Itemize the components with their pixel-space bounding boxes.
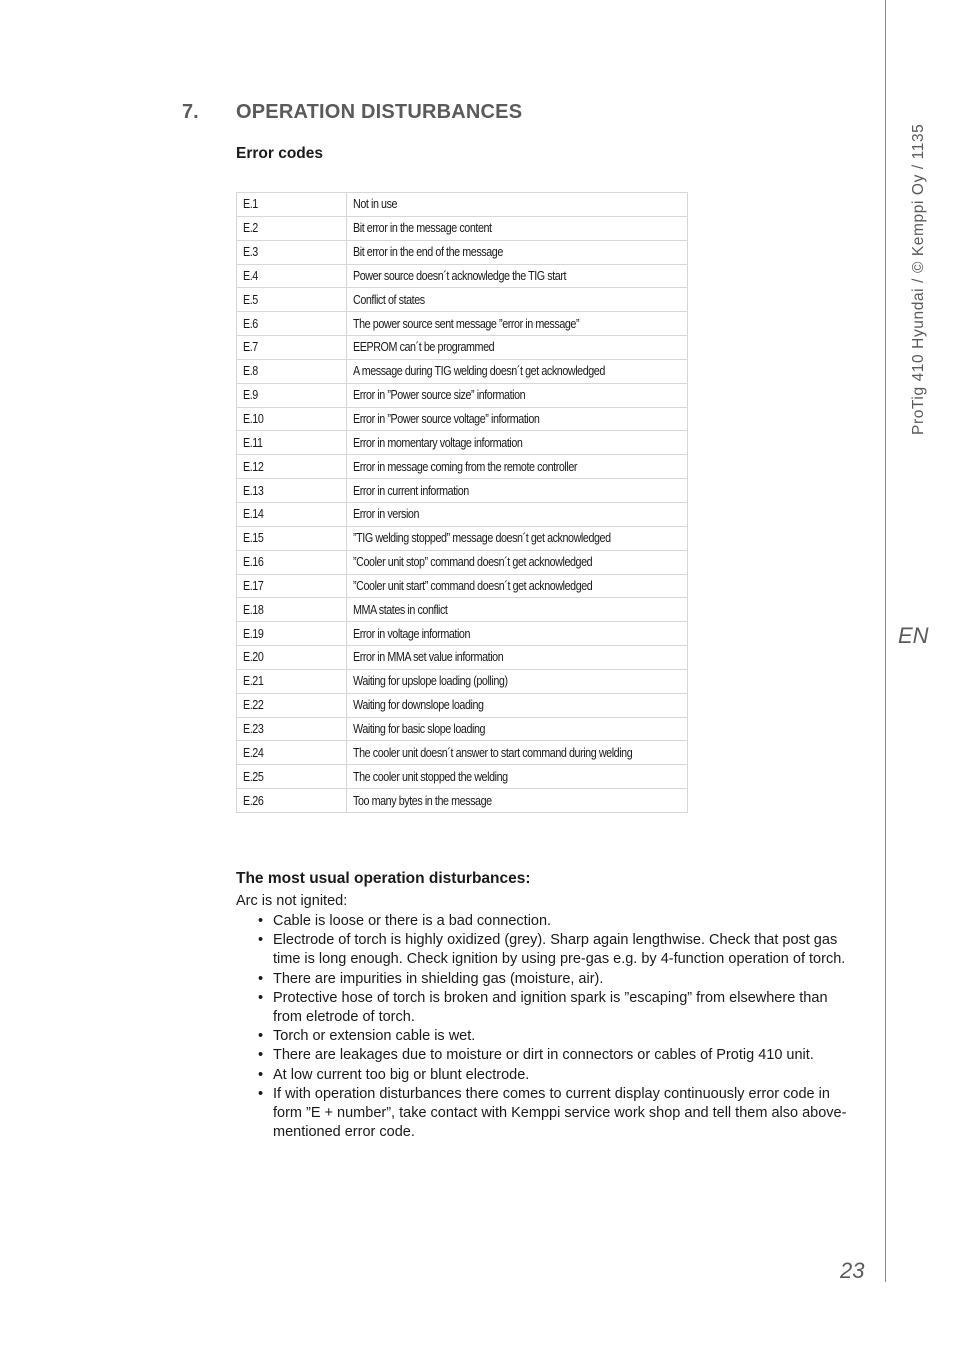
error-description: Power source doesn´t acknowledge the TIG start — [353, 268, 567, 283]
error-code-cell — [237, 669, 347, 693]
error-code: E.11 — [243, 435, 263, 450]
usual-disturbances-heading: The most usual operation disturbances: — [236, 870, 531, 887]
error-code: E.8 — [243, 364, 258, 379]
error-description: ”Cooler unit start” command doesn´t get acknowledged — [353, 578, 593, 593]
table-row — [237, 789, 688, 813]
error-code-cell — [237, 455, 347, 479]
error-description-cell — [347, 669, 688, 693]
error-description: Waiting for downslope loading — [353, 698, 484, 713]
table-row — [237, 502, 688, 526]
error-code-cell — [237, 264, 347, 288]
error-description: Error in ”Power source size” information — [353, 388, 526, 403]
error-code-cell — [237, 765, 347, 789]
list-item — [236, 1085, 860, 1143]
list-item-text: At low current too big or blunt electrode. — [273, 1066, 530, 1083]
error-description: Bit error in the end of the message — [353, 245, 503, 260]
error-description-cell — [347, 407, 688, 431]
table-row — [237, 598, 688, 622]
error-description-cell — [347, 359, 688, 383]
error-code: E.18 — [243, 602, 264, 617]
error-code-cell — [237, 789, 347, 813]
error-description: Error in ”Power source voltage” information — [353, 412, 540, 427]
error-description-cell — [347, 264, 688, 288]
table-row — [237, 216, 688, 240]
error-description: Error in version — [353, 507, 420, 522]
error-code-cell — [237, 288, 347, 312]
error-description-cell — [347, 216, 688, 240]
error-description-cell — [347, 479, 688, 503]
list-item — [236, 912, 860, 931]
error-description-cell — [347, 312, 688, 336]
error-description: The cooler unit doesn´t answer to start command during welding — [353, 745, 633, 760]
table-row — [237, 407, 688, 431]
error-code-cell — [237, 526, 347, 550]
error-code: E.3 — [243, 245, 258, 260]
table-row — [237, 717, 688, 741]
table-row — [237, 526, 688, 550]
list-item-text: Protective hose of torch is broken and ignition spark is ”escaping” from elsewhere than from eletrode of torch. — [273, 989, 828, 1026]
error-code: E.19 — [243, 626, 264, 641]
bullet-icon: • — [258, 913, 264, 929]
error-code: E.26 — [243, 793, 264, 808]
error-code: E.15 — [243, 531, 264, 546]
error-code-cell — [237, 574, 347, 598]
table-row — [237, 669, 688, 693]
page-number: 23 — [840, 1258, 865, 1283]
error-codes-heading: Error codes — [236, 145, 324, 162]
section-number: 7. — [182, 101, 199, 123]
error-code: E.9 — [243, 388, 258, 403]
list-item-text: Electrode of torch is highly oxidized (grey). Sharp again lengthwise. Check that post gas time is long enough. Check ignition by using pre-gas e.g. by 4-function operation of torch. — [273, 932, 846, 968]
error-description: The power source sent message ”error in message” — [353, 316, 580, 331]
error-description-cell — [347, 240, 688, 264]
error-code-cell — [237, 336, 347, 360]
error-description-cell — [347, 550, 688, 574]
error-code: E.12 — [243, 459, 264, 474]
error-code-cell — [237, 312, 347, 336]
error-code-cell — [237, 407, 347, 431]
table-row — [237, 455, 688, 479]
error-code: E.16 — [243, 555, 264, 570]
error-description-cell — [347, 288, 688, 312]
error-code-cell — [237, 216, 347, 240]
error-description-cell — [347, 622, 688, 646]
list-item — [236, 1027, 860, 1046]
error-description: Too many bytes in the message — [353, 793, 492, 808]
error-code-cell — [237, 622, 347, 646]
table-row — [237, 336, 688, 360]
error-code-cell — [237, 431, 347, 455]
table-row — [237, 312, 688, 336]
list-item-text: Torch or extension cable is wet. — [273, 1028, 476, 1045]
error-description-cell — [347, 598, 688, 622]
error-description: Error in MMA set value information — [353, 650, 504, 665]
error-codes-table — [236, 192, 688, 813]
error-description: ”TIG welding stopped” message doesn´t get acknowledged — [353, 531, 611, 546]
error-code-cell — [237, 383, 347, 407]
error-description-cell — [347, 693, 688, 717]
error-code: E.25 — [243, 769, 264, 784]
table-row — [237, 479, 688, 503]
table-row — [237, 240, 688, 264]
error-description-cell — [347, 574, 688, 598]
error-description: Error in current information — [353, 483, 469, 498]
table-row — [237, 741, 688, 765]
disturbance-list — [236, 912, 860, 1142]
table-row — [237, 765, 688, 789]
margin-divider — [885, 0, 886, 1282]
list-item-text: Cable is loose or there is a bad connection. — [273, 913, 552, 929]
section-title: OPERATION DISTURBANCES — [236, 101, 523, 123]
error-code-cell — [237, 717, 347, 741]
error-code-cell — [237, 359, 347, 383]
bullet-icon: • — [258, 989, 264, 1006]
error-code: E.1 — [243, 197, 258, 212]
error-code: E.24 — [243, 745, 264, 760]
error-description: Waiting for basic slope loading — [353, 721, 486, 736]
bullet-icon: • — [258, 1028, 264, 1045]
error-code-cell — [237, 479, 347, 503]
table-row — [237, 193, 688, 217]
error-description-cell — [347, 741, 688, 765]
error-description: Waiting for upslope loading (polling) — [353, 674, 508, 689]
error-description-cell — [347, 502, 688, 526]
error-code-cell — [237, 646, 347, 670]
table-row — [237, 359, 688, 383]
error-description: Conflict of states — [353, 292, 425, 307]
table-row — [237, 646, 688, 670]
error-code: E.17 — [243, 578, 264, 593]
list-item — [236, 989, 860, 1027]
error-description-cell — [347, 193, 688, 217]
error-code: E.20 — [243, 650, 264, 665]
error-code: E.14 — [243, 507, 264, 522]
error-code: E.22 — [243, 698, 264, 713]
error-description: Error in momentary voltage information — [353, 435, 523, 450]
error-code: E.7 — [243, 340, 258, 355]
table-row — [237, 622, 688, 646]
bullet-icon: • — [258, 932, 264, 949]
error-description: Not in use — [353, 197, 398, 212]
bullet-icon: • — [258, 1047, 264, 1064]
error-code-cell — [237, 193, 347, 217]
bullet-icon: • — [258, 970, 264, 987]
error-code: E.6 — [243, 316, 258, 331]
error-description: A message during TIG welding doesn´t get acknowledged — [353, 364, 605, 379]
table-row — [237, 693, 688, 717]
table-row — [237, 574, 688, 598]
table-row — [237, 550, 688, 574]
error-code: E.21 — [243, 674, 264, 689]
error-code-cell — [237, 502, 347, 526]
error-code: E.10 — [243, 412, 264, 427]
error-description-cell — [347, 455, 688, 479]
error-code: E.23 — [243, 721, 264, 736]
error-description-cell — [347, 336, 688, 360]
table-row — [237, 431, 688, 455]
error-description-cell — [347, 717, 688, 741]
list-item-text: There are leakages due to moisture or dirt in connectors or cables of Protig 410 unit. — [273, 1047, 814, 1064]
error-description: ”Cooler unit stop” command doesn´t get acknowledged — [353, 555, 593, 570]
error-code-cell — [237, 741, 347, 765]
error-code: E.5 — [243, 292, 258, 307]
error-code: E.13 — [243, 483, 264, 498]
list-item-text: There are impurities in shielding gas (moisture, air). — [273, 970, 604, 987]
list-item — [236, 931, 860, 969]
error-description: Error in message coming from the remote controller — [353, 459, 578, 474]
language-tag: EN — [898, 623, 929, 648]
list-item — [236, 1046, 860, 1065]
error-description: Error in voltage information — [353, 626, 471, 641]
error-description-cell — [347, 646, 688, 670]
error-description-cell — [347, 431, 688, 455]
table-row — [237, 288, 688, 312]
error-description-cell — [347, 765, 688, 789]
table-row — [237, 383, 688, 407]
table-row — [237, 264, 688, 288]
error-description: The cooler unit stopped the welding — [353, 769, 508, 784]
error-description: MMA states in conflict — [353, 602, 448, 617]
list-item — [236, 1066, 860, 1085]
bullet-icon: • — [258, 1066, 264, 1083]
list-item — [236, 970, 860, 989]
list-item-text: If with operation disturbances there comes to current display continuously error code in form ”E + number”, take contact with Kemppi service work shop and tell them also above-mentioned error code. — [273, 1085, 847, 1141]
error-description-cell — [347, 526, 688, 550]
arc-not-ignited-intro: Arc is not ignited: — [236, 893, 348, 909]
error-code-cell — [237, 550, 347, 574]
document-label: ProTig 410 Hyundai / © Kemppi Oy / 1135 — [910, 123, 927, 435]
error-description: Bit error in the message content — [353, 221, 492, 236]
error-description-cell — [347, 383, 688, 407]
error-code: E.2 — [243, 221, 258, 236]
error-description: EEPROM can´t be programmed — [353, 340, 495, 355]
error-code-cell — [237, 598, 347, 622]
bullet-icon: • — [258, 1085, 264, 1102]
error-description-cell — [347, 789, 688, 813]
error-code: E.4 — [243, 268, 258, 283]
error-code-cell — [237, 693, 347, 717]
error-code-cell — [237, 240, 347, 264]
